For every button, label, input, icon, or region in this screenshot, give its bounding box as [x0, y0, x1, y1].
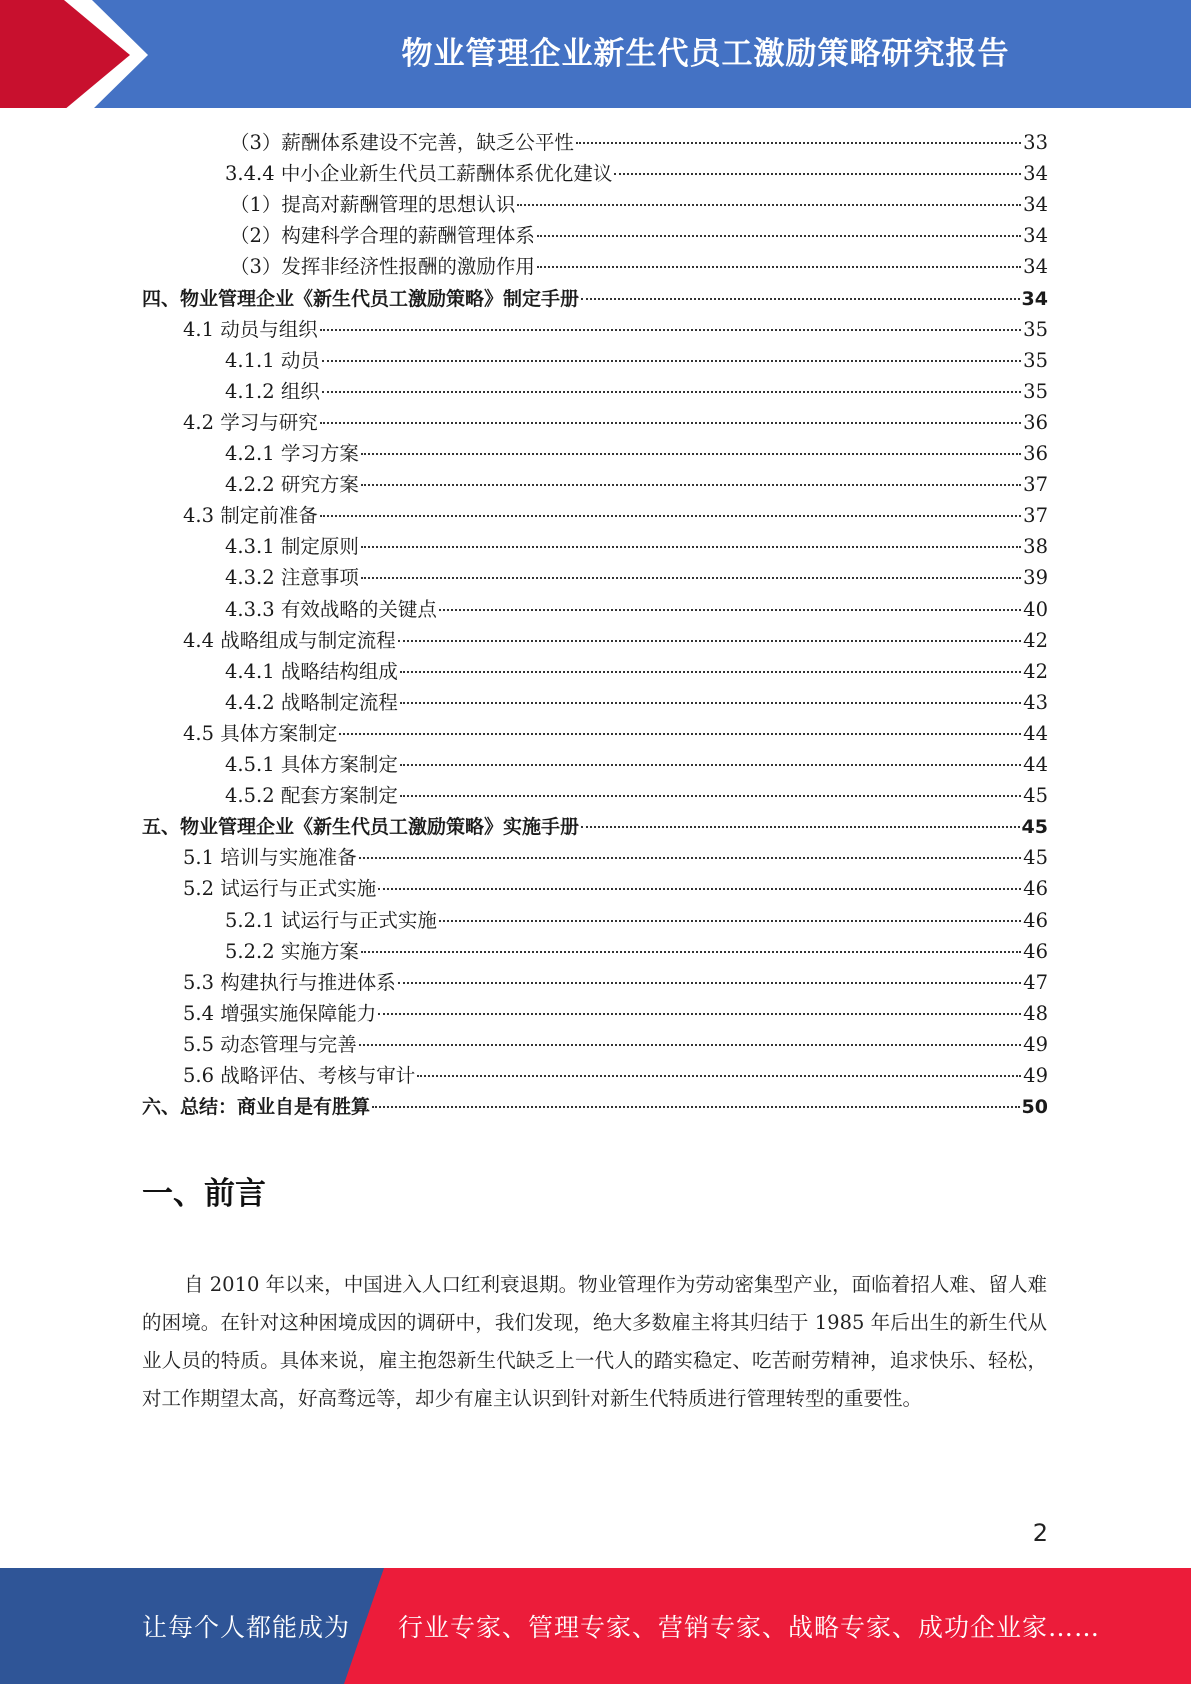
toc-entry[interactable] [225, 563, 1048, 593]
toc-entry[interactable] [183, 874, 1048, 904]
toc-dot-leader [400, 701, 1021, 704]
toc-entry-page: 46 [1023, 908, 1048, 932]
toc-entry[interactable] [183, 1061, 1048, 1091]
toc-entry-page: 37 [1023, 504, 1048, 528]
toc-dot-leader [417, 1074, 1021, 1077]
toc-entry[interactable] [230, 128, 1048, 158]
toc-entry-page: 35 [1023, 348, 1048, 372]
toc-dot-leader [400, 763, 1021, 766]
toc-entry[interactable] [225, 377, 1048, 407]
toc-chapter-entry[interactable] [142, 284, 1048, 314]
toc-entry-label: 5.6 战略评估、考核与审计 [183, 1064, 416, 1087]
page-header [0, 0, 1191, 110]
toc-entry-label: 4.3.1 制定原则 [225, 535, 359, 559]
toc-dot-leader [581, 297, 1020, 300]
page-footer [0, 1568, 1191, 1684]
toc-entry-page: 50 [1021, 1096, 1048, 1119]
toc-entry-page: 45 [1023, 784, 1048, 808]
toc-entry[interactable] [183, 1030, 1048, 1060]
toc-entry-label: 5.2 试运行与正式实施 [183, 877, 377, 901]
toc-entry[interactable] [183, 626, 1048, 656]
toc-entry[interactable] [230, 221, 1048, 251]
toc-dot-leader [576, 141, 1021, 144]
toc-dot-leader [581, 825, 1020, 828]
toc-entry[interactable] [225, 595, 1048, 625]
toc-entry-page: 44 [1023, 753, 1048, 776]
toc-entry[interactable] [225, 159, 1048, 189]
toc-entry-label: 3.4.4 中小企业新生代员工薪酬体系优化建议 [225, 162, 613, 186]
toc-dot-leader [320, 514, 1021, 517]
toc-entry[interactable] [225, 470, 1048, 500]
toc-entry-page: 34 [1023, 162, 1048, 186]
page-number: 2 [1032, 1519, 1048, 1547]
toc-dot-leader [361, 483, 1021, 486]
toc-entry-page: 34 [1023, 193, 1048, 217]
toc-dot-leader [361, 452, 1021, 455]
toc-entry[interactable] [225, 688, 1048, 718]
toc-entry-page: 33 [1023, 131, 1048, 154]
toc-entry-label: 4.3.3 有效战略的关键点 [225, 597, 437, 621]
footer-slogan-right: 行业专家、管理专家、营销专家、战略专家、成功企业家…… [398, 1613, 1101, 1642]
toc-entry[interactable] [225, 439, 1048, 469]
toc-chapter-entry[interactable] [142, 812, 1048, 842]
toc-entry[interactable] [183, 719, 1048, 749]
toc-dot-leader [614, 172, 1021, 175]
toc-dot-leader [378, 887, 1021, 890]
toc-entry-page: 34 [1021, 287, 1048, 310]
toc-entry-page: 49 [1023, 1064, 1048, 1087]
toc-entry-label: 5.2.2 实施方案 [225, 939, 359, 963]
toc-entry-page: 35 [1023, 317, 1048, 341]
toc-dot-leader [359, 1043, 1021, 1046]
toc-entry-label: 4.4.1 战略结构组成 [225, 659, 398, 683]
toc-entry-page: 44 [1023, 721, 1048, 745]
toc-entry-page: 38 [1023, 535, 1048, 559]
toc-entry[interactable] [230, 252, 1048, 282]
toc-dot-leader [322, 390, 1021, 393]
toc-entry-label: 4.5.2 配套方案制定 [225, 784, 398, 808]
toc-entry-page: 35 [1023, 379, 1048, 403]
toc-dot-leader [378, 1012, 1021, 1015]
toc-dot-leader [361, 545, 1021, 548]
toc-entry-page: 46 [1023, 939, 1048, 963]
toc-entry-label: 5.3 构建执行与推进体系 [183, 970, 396, 994]
toc-entry-label: 4.2 学习与研究 [183, 410, 318, 434]
toc-entry-page: 46 [1023, 877, 1048, 901]
toc-entry-label: 4.5.1 具体方案制定 [225, 753, 398, 776]
toc-entry[interactable] [183, 501, 1048, 531]
toc-entry-page: 37 [1023, 473, 1048, 497]
toc-entry-label: 五、物业管理企业《新生代员工激励策略》实施手册 [142, 816, 580, 839]
toc-dot-leader [322, 359, 1021, 362]
toc-entry[interactable] [225, 906, 1048, 936]
toc-entry-page: 36 [1023, 410, 1048, 434]
toc-entry[interactable] [183, 843, 1048, 873]
toc-entry[interactable] [183, 999, 1048, 1029]
toc-entry-label: 4.2.2 研究方案 [225, 473, 359, 497]
toc-dot-leader [320, 328, 1021, 331]
toc-entry-label: 5.2.1 试运行与正式实施 [225, 908, 437, 932]
toc-entry[interactable] [225, 937, 1048, 967]
toc-entry-label: （1）提高对薪酬管理的思想认识 [230, 193, 516, 217]
toc-entry-page: 34 [1023, 224, 1048, 248]
toc-entry-page: 40 [1023, 597, 1048, 621]
toc-dot-leader [537, 234, 1021, 237]
footer-slogan-left: 让每个人都能成为 [142, 1613, 351, 1642]
toc-dot-leader [517, 203, 1021, 206]
toc-entry[interactable] [183, 968, 1048, 998]
toc-entry-label: 六、总结：商业自是有胜算 [142, 1096, 371, 1119]
section-heading: 一、前言 [142, 1176, 266, 1212]
toc-dot-leader [439, 919, 1021, 922]
toc-entry-label: 4.1.2 组织 [225, 379, 320, 403]
toc-entry[interactable] [230, 190, 1048, 220]
toc-entry-page: 43 [1023, 690, 1048, 714]
toc-entry[interactable] [183, 315, 1048, 345]
document-title: 物业管理企业新生代员工激励策略研究报告 [401, 35, 1010, 72]
toc-dot-leader [359, 856, 1021, 859]
toc-dot-leader [361, 950, 1021, 953]
toc-entry-page: 45 [1023, 846, 1048, 870]
toc-entry-page: 47 [1023, 970, 1048, 994]
toc-entry[interactable] [225, 750, 1048, 780]
toc-entry-label: （2）构建科学合理的薪酬管理体系 [230, 224, 535, 248]
toc-dot-leader [339, 732, 1021, 735]
toc-dot-leader [398, 639, 1021, 642]
toc-entry-label: 4.5 具体方案制定 [183, 721, 338, 745]
toc-entry[interactable] [183, 408, 1048, 438]
toc-entry-label: 4.1.1 动员 [225, 348, 320, 372]
toc-entry-label: 5.5 动态管理与完善 [183, 1032, 357, 1056]
toc-entry-page: 39 [1023, 566, 1048, 590]
toc-entry-label: （3）薪酬体系建设不完善，缺乏公平性 [230, 131, 574, 154]
toc-entry[interactable] [225, 657, 1048, 687]
toc-entry-page: 42 [1023, 628, 1048, 652]
toc-entry-label: 4.2.1 学习方案 [225, 442, 359, 465]
toc-entry[interactable] [225, 532, 1048, 562]
toc-entry-label: 4.3 制定前准备 [183, 504, 318, 528]
toc-dot-leader [400, 794, 1021, 797]
toc-dot-leader [361, 576, 1021, 579]
toc-entry-page: 48 [1023, 1001, 1048, 1025]
toc-chapter-entry[interactable] [142, 1092, 1048, 1122]
toc-entry-label: （3）发挥非经济性报酬的激励作用 [230, 255, 535, 279]
toc-entry-label: 4.4.2 战略制定流程 [225, 690, 398, 714]
toc-dot-leader [398, 981, 1021, 984]
toc-entry-page: 42 [1023, 659, 1048, 683]
toc-entry-page: 49 [1023, 1032, 1048, 1056]
toc-entry-label: 5.4 增强实施保障能力 [183, 1001, 377, 1025]
toc-dot-leader [320, 421, 1021, 424]
toc-entry-label: 4.1 动员与组织 [183, 317, 318, 341]
toc-dot-leader [372, 1105, 1020, 1108]
toc-entry-page: 34 [1023, 255, 1048, 279]
toc-entry-label: 四、物业管理企业《新生代员工激励策略》制定手册 [142, 287, 580, 310]
toc-entry[interactable] [225, 346, 1048, 376]
toc-entry-page: 36 [1023, 442, 1048, 465]
toc-entry[interactable] [225, 781, 1048, 811]
toc-dot-leader [439, 608, 1021, 611]
toc-dot-leader [400, 670, 1021, 673]
body-paragraph: 自 2010 年以来，中国进入人口红利衰退期。物业管理作为劳动密集型产业，面临着招人难、留人难的困境。在针对这种困境成因的调研中，我们发现，绝大多数雇主将其归结于 1985 年后出生的新生代从业人员的特质。具体来说，雇主抱怨新生代缺乏上一代人的踏实稳定、吃苦耐劳精神，追求快乐、轻松，对工作期望太高，好高骛远等，却少有雇主认识到针对新生代特质进行管理转型的重要性。 [142, 1273, 1047, 1410]
toc-entry-label: 4.3.2 注意事项 [225, 566, 359, 590]
toc-entry-label: 4.4 战略组成与制定流程 [183, 628, 396, 652]
toc-entry-page: 45 [1021, 816, 1048, 839]
toc-dot-leader [537, 265, 1021, 268]
toc-entry-label: 5.1 培训与实施准备 [183, 846, 357, 870]
